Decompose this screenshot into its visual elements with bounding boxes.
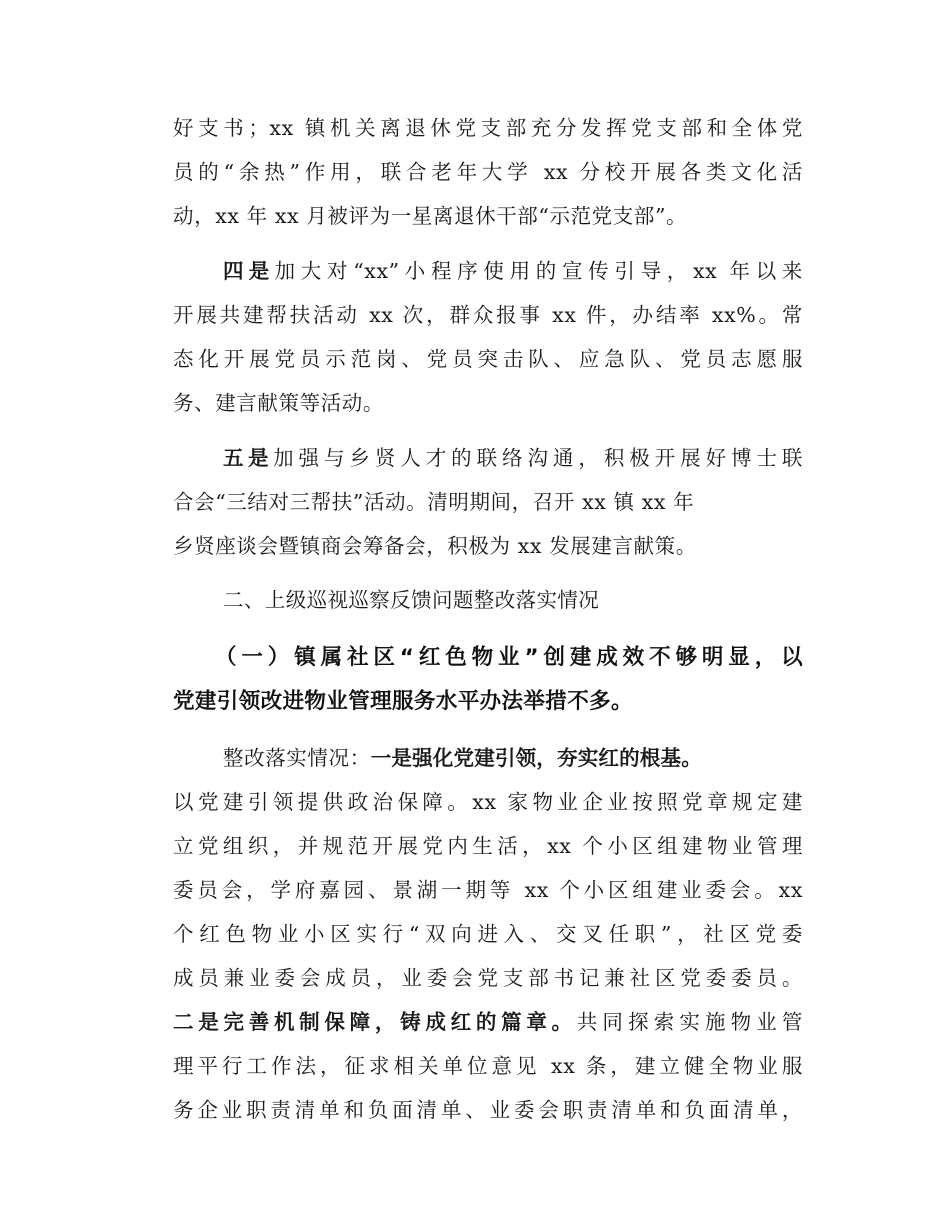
sub-heading-line: 党建引领改进物业管理服务水平办法举措不多。 xyxy=(173,689,633,714)
text-line: 以党建引领提供政治保障。xx 家物业企业按照党章规定建 xyxy=(173,790,803,814)
sub-heading xyxy=(173,636,803,724)
text-line: 好支书；xx 镇机关离退休党支部充分发挥党支部和全体党 xyxy=(173,116,803,140)
paragraph-lead: 二是完善机制保障，铸成红的篇章。 xyxy=(173,1010,577,1034)
paragraph-lead: 一是强化党建引领，夯实红的根基。 xyxy=(370,746,702,770)
paragraph-lead: 五是 xyxy=(223,446,274,470)
sub-heading-line: （一）镇属社区“红色物业”创建成效不够明显，以 xyxy=(215,645,803,670)
paragraph-4 xyxy=(173,736,803,1132)
text-line: 动，xx 年 xx 月被评为一星离退休干部“示范党支部”。 xyxy=(173,204,688,228)
text-line: 态化开展党员示范岗、党员突击队、应急队、党员志愿服 xyxy=(173,347,803,371)
text-segment: 加大对“xx”小程序使用的宣传引导，xx 年以来 xyxy=(274,259,803,283)
text-segment: 共同探索实施物业管 xyxy=(576,1010,803,1034)
text-line: 务企业职责清单和负面清单、业委会职责清单和负面清单， xyxy=(173,1098,803,1122)
text-line: 委员会，学府嘉园、景湖一期等 xx 个小区组建业委会。xx xyxy=(173,878,803,902)
paragraph-1 xyxy=(173,106,803,238)
paragraph-2 xyxy=(173,249,803,425)
text-line xyxy=(173,1000,803,1044)
paragraph-3 xyxy=(173,436,803,568)
text-line xyxy=(173,436,803,480)
text-line: 合会“三结对三帮扶”活动。清明期间，召开 xx 镇 xx 年 xyxy=(173,490,695,514)
text-line: 理平行工作法，征求相关单位意见 xx 条，建立健全物业服 xyxy=(173,1054,803,1078)
text-line xyxy=(173,249,803,293)
text-segment: 整改落实情况： xyxy=(223,746,371,770)
text-line: 立党组织，并规范开展党内生活，xx 个小区组建物业管理 xyxy=(173,834,803,858)
text-line: 成员兼业委会成员，业委会党支部书记兼社区党委委员。 xyxy=(173,966,803,990)
text-line xyxy=(173,736,803,780)
text-line: 个红色物业小区实行“双向进入、交叉任职”，社区党委 xyxy=(173,922,803,946)
text-line: 员的“余热”作用，联合老年大学 xx 分校开展各类文化活 xyxy=(173,160,803,184)
section-heading xyxy=(173,578,803,622)
text-line: 务、建言献策等活动。 xyxy=(173,391,384,415)
section-heading-text: 二、上级巡视巡察反馈问题整改落实情况 xyxy=(223,588,600,612)
text-line: 乡贤座谈会暨镇商会筹备会，积极为 xx 发展建言献策。 xyxy=(173,534,697,558)
text-line: 开展共建帮扶活动 xx 次，群众报事 xx 件，办结率 xx%。常 xyxy=(173,303,803,327)
paragraph-lead: 四是 xyxy=(223,259,275,283)
text-segment: 加强与乡贤人才的联络沟通，积极开展好博士联 xyxy=(273,446,803,470)
